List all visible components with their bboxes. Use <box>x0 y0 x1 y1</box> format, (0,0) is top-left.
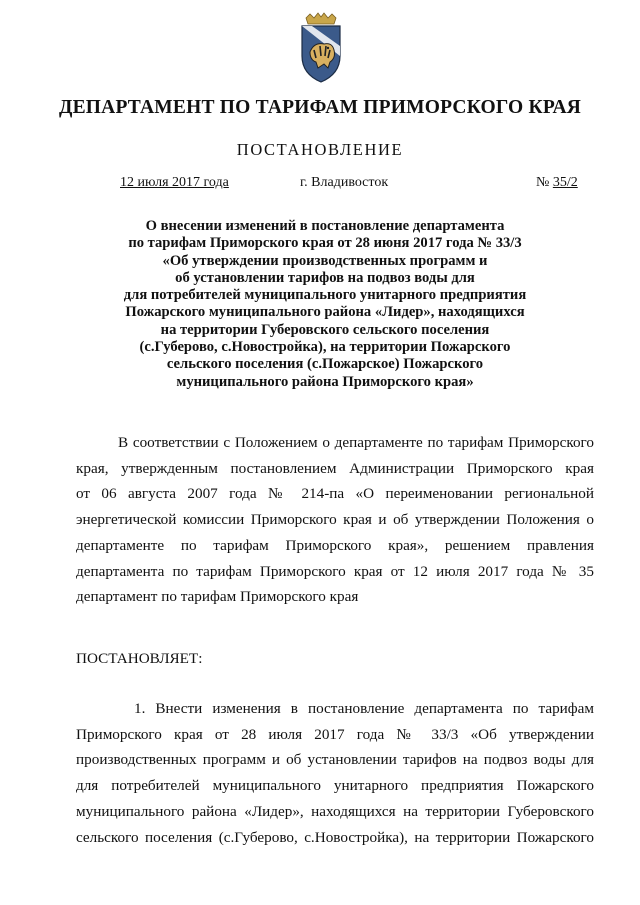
item-1-paragraph <box>76 696 594 850</box>
item-1-line: производственных программ и об установлении тарифов на подвоз воды для <box>76 751 594 769</box>
item-1-line: сельского поселения (с.Губерово, с.Новостройка), на территории Пожарского <box>76 828 594 846</box>
resolves-heading: ПОСТАНОВЛЯЕТ: <box>76 650 203 667</box>
item-1-line: 1. Внести изменения в постановление департамента по тарифам <box>134 700 594 717</box>
item-1-line: для потребителей муниципального унитарного предприятия Пожарского <box>76 777 594 795</box>
title-line: по тарифам Приморского края от 28 июня 2017 года № 33/3 <box>128 235 522 252</box>
document-city: г. Владивосток <box>300 175 389 190</box>
preamble-line: департамент по тарифам Приморского края <box>76 588 359 606</box>
preamble-line: от 06 августа 2007 года № 214-па «О переименовании региональной <box>76 485 594 503</box>
title-line: для потребителей муниципального унитарного предприятия <box>123 287 527 304</box>
preamble-line: края, утвержденным постановлением Администрации Приморского края <box>76 459 594 477</box>
preamble-paragraph <box>76 430 594 610</box>
title-line: О внесении изменений в постановление департамента <box>145 218 505 234</box>
preamble-line: В соответствии с Положением о департаменте по тарифам Приморского <box>118 434 594 451</box>
item-1-line: муниципального района «Лидер», находящихся на территории Губеровского <box>76 802 594 820</box>
title-line: муниципального района Приморского края» <box>176 373 474 390</box>
document-date: 12 июля 2017 года <box>120 175 229 190</box>
preamble-line: энергетической комиссии Приморского края и об утверждении Положения о <box>76 511 594 529</box>
title-line: «Об утверждении производственных программ и <box>162 252 488 269</box>
preamble-line: департаменте по тарифам Приморского края», решением правления <box>76 536 594 554</box>
title-line: Пожарского муниципального района «Лидер», находящихся <box>125 304 525 321</box>
preamble-line: департамента по тарифам Приморского края от 12 июля 2017 года № 35 <box>76 562 594 580</box>
document-title <box>90 218 560 391</box>
title-line: на территории Губеровского сельского поселения <box>160 321 490 338</box>
document-number-prefix: № <box>536 175 553 190</box>
title-line: об установлении тарифов на подвоз воды для <box>175 269 475 286</box>
document-number-value: 35/2 <box>552 175 578 190</box>
document-type: ПОСТАНОВЛЕНИЕ <box>236 140 404 159</box>
title-line: сельского поселения (с.Пожарское) Пожарского <box>166 356 484 373</box>
organization-title: ДЕПАРТАМЕНТ ПО ТАРИФАМ ПРИМОРСКОГО КРАЯ <box>58 97 582 118</box>
coat-of-arms-icon <box>296 12 346 84</box>
document-number <box>536 175 578 191</box>
title-line: (с.Губерово, с.Новостройка), на территории Пожарского <box>139 339 511 356</box>
item-1-line: Приморского края от 28 июля 2017 года № 33/3 «Об утверждении <box>76 725 594 743</box>
